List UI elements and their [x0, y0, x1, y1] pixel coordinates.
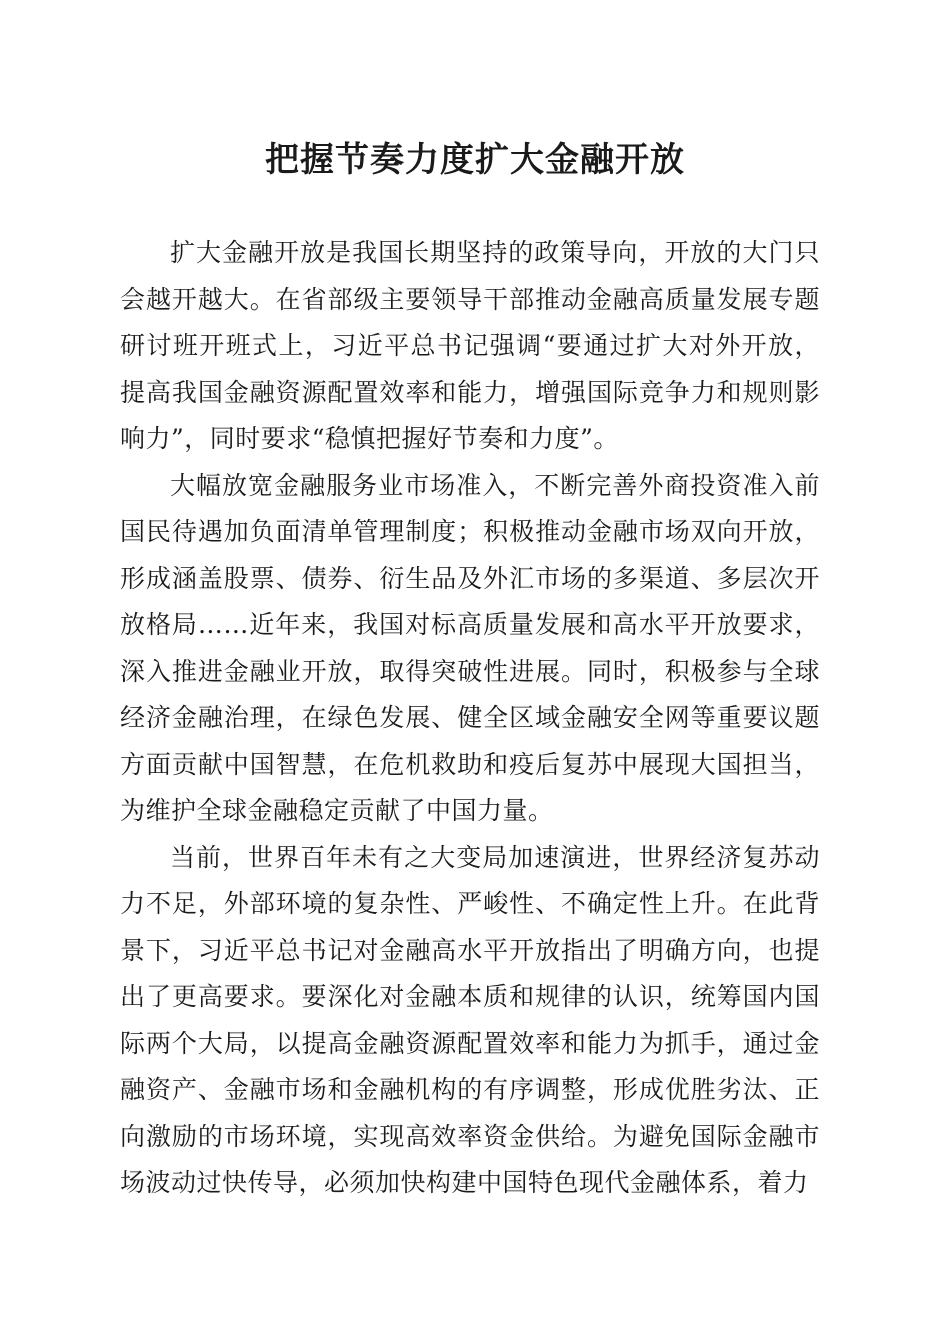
paragraph-1: 扩大金融开放是我国长期坚持的政策导向，开放的大门只会越开越大。在省部级主要领导干部推动金融高质量发展专题研讨班开班式上，习近平总书记强调“要通过扩大对外开放，提高我国金融资源配置效率和能力，增强国际竞争力和规则影响力”，同时要求“稳慎把握好节奏和力度”。 — [120, 238, 820, 453]
document-body — [120, 230, 820, 1207]
paragraph-2: 大幅放宽金融服务业市场准入，不断完善外商投资准入前国民待遇加负面清单管理制度；积极推动金融市场双向开放，形成涵盖股票、债券、衍生品及外汇市场的多渠道、多层次开放格局……近年来，我国对标高质量发展和高水平开放要求，深入推进金融业开放，取得突破性进展。同时，积极参与全球经济金融治理，在绿色发展、健全区域金融安全网等重要议题方面贡献中国智慧，在危机救助和疫后复苏中展现大国担当，为维护全球金融稳定贡献了中国力量。 — [120, 470, 820, 825]
paragraph-3: 当前，世界百年未有之大变局加速演进，世界经济复苏动力不足，外部环境的复杂性、严峻性、不确定性上升。在此背景下，习近平总书记对金融高水平开放指出了明确方向，也提出了更高要求。要深化对金融本质和规律的认识，统筹国内国际两个大局，以提高金融资源配置效率和能力为抓手，通过金融资产、金融市场和金融机构的有序调整，形成优胜劣汰、正向激励的市场环境，实现高效率资金供给。为避免国际金融市场波动过快传导，必须加快构建中国特色现代金融体系，着力 — [120, 842, 820, 1197]
document-title: 把握节奏力度扩大金融开放 — [265, 140, 685, 180]
